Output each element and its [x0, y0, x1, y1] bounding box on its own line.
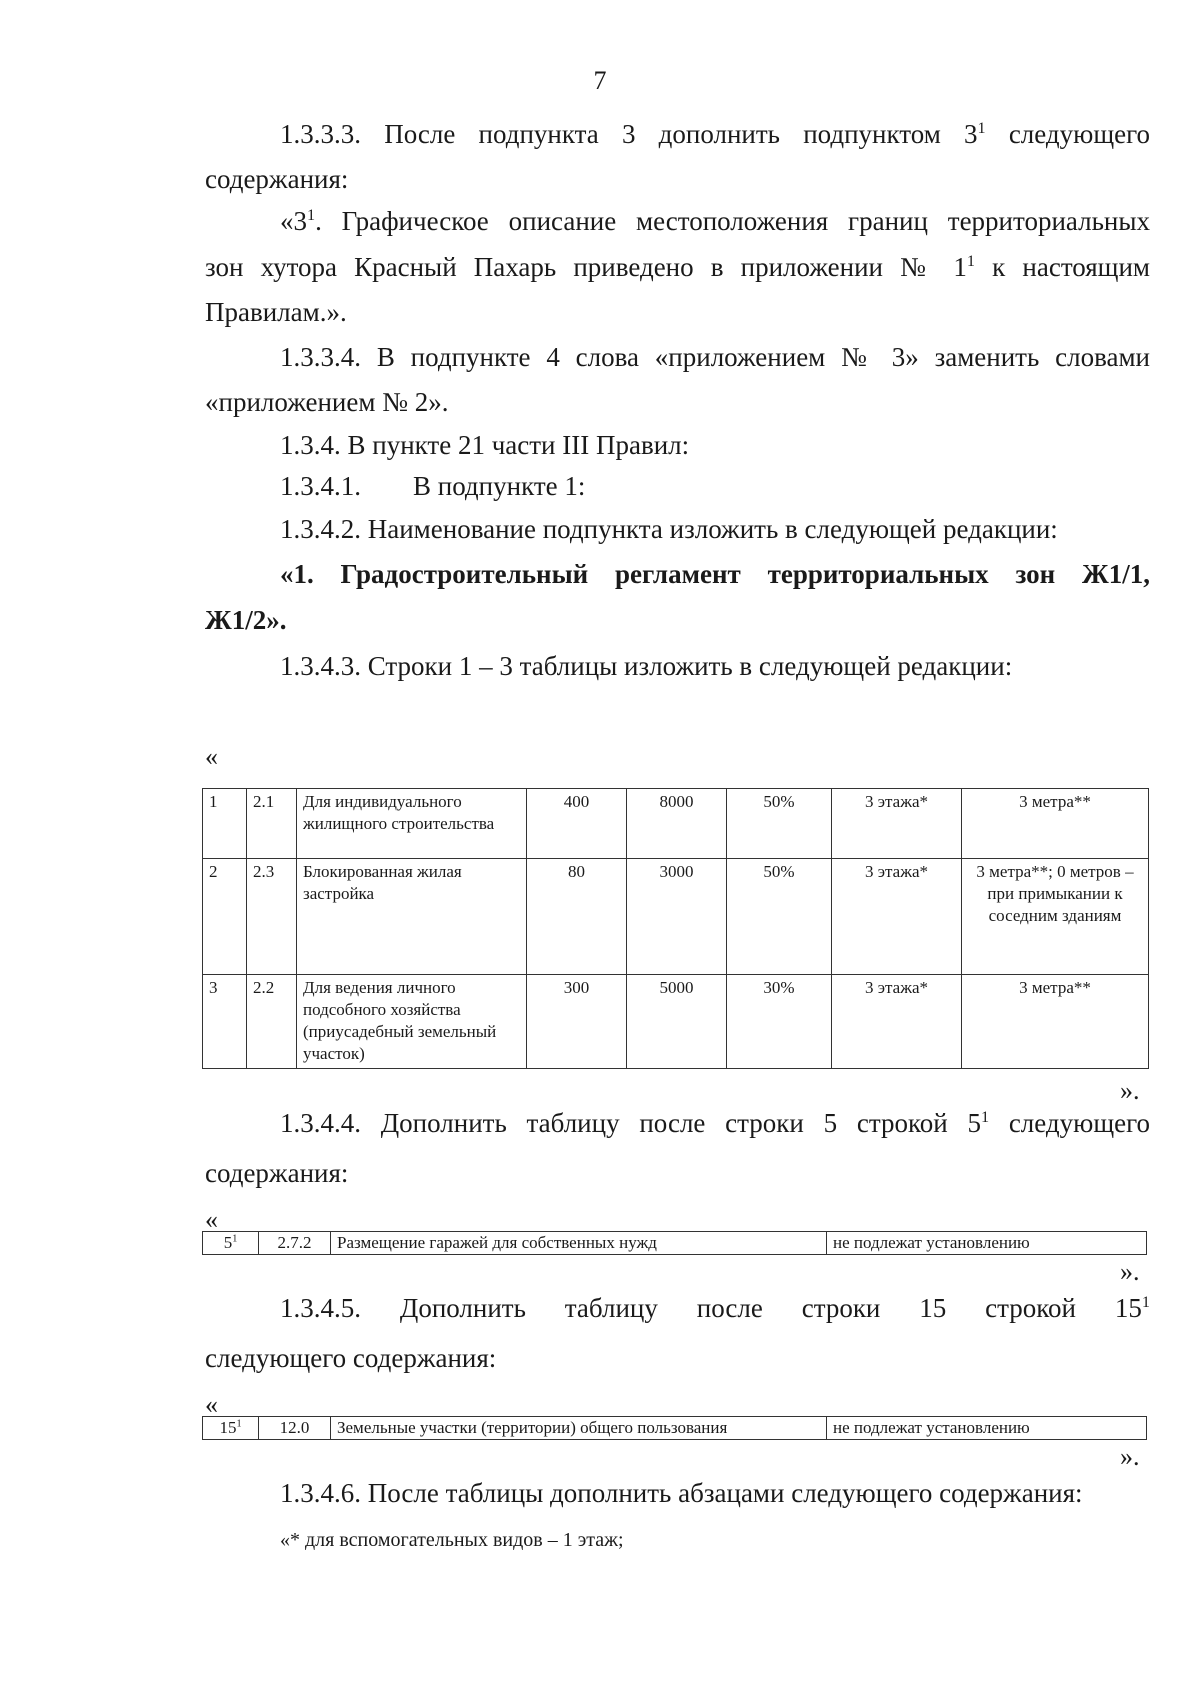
- paragraph-1-3-3-4: 1.3.3.4. В подпункте 4 слова «приложением № 3» заменить словами: [280, 342, 1150, 372]
- setback: 3 метра**; 0 метров – при примыкании к соседним зданиям: [962, 859, 1149, 975]
- bold-heading-line2: Ж1/2».: [205, 605, 287, 635]
- open-quote: «: [205, 1205, 218, 1234]
- quote-3-1-line3: Правилам.».: [205, 297, 347, 327]
- bold-heading-line1: «1. Градостроительный регламент территориальных зон Ж1/1,: [280, 559, 1150, 589]
- value: не подлежат установлению: [827, 1232, 1147, 1255]
- table-row: [203, 1417, 1147, 1440]
- page-number: 7: [593, 66, 607, 95]
- paragraph-1-3-4-3: 1.3.4.3. Строки 1 – 3 таблицы изложить в следующей редакции:: [280, 651, 1013, 681]
- quote-3-1-line1: «$3^1$. Графическое описание местоположения границ территориальных: [280, 206, 1150, 236]
- use-name: Для индивидуального жилищного строительства: [297, 789, 527, 859]
- coverage: 50%: [727, 789, 832, 859]
- row-15-1-table: [202, 1416, 1147, 1440]
- paragraph-1-3-4-6: 1.3.4.6. После таблицы дополнить абзацами следующего содержания:: [280, 1478, 1083, 1508]
- row-number: 3: [203, 975, 247, 1069]
- paragraph-1-3-4: 1.3.4. В пункте 21 части III Правил:: [280, 430, 690, 460]
- open-quote: «: [205, 742, 218, 771]
- quote-3-1-line2: зон хутора Красный Пахарь приведено в приложении № $1^1$ к настоящим: [205, 252, 1150, 282]
- row-number: $15^1$: [203, 1417, 259, 1440]
- min-area: 80: [527, 859, 627, 975]
- row-number: 2: [203, 859, 247, 975]
- close-quote: ».: [1120, 1076, 1140, 1105]
- min-area: 400: [527, 789, 627, 859]
- paragraph-1-3-4-4-cont: содержания:: [205, 1158, 349, 1188]
- floors: 3 этажа*: [832, 789, 962, 859]
- paragraph-1-3-4-4: 1.3.4.4. Дополнить таблицу после строки 5 строкой $5^1$ следующего: [280, 1108, 1150, 1138]
- floors: 3 этажа*: [832, 975, 962, 1069]
- use-name: Размещение гаражей для собственных нужд: [331, 1232, 827, 1255]
- max-area: 5000: [627, 975, 727, 1069]
- coverage: 30%: [727, 975, 832, 1069]
- row-number: $5^1$: [203, 1232, 259, 1255]
- floors: 3 этажа*: [832, 859, 962, 975]
- max-area: 3000: [627, 859, 727, 975]
- use-name: Для ведения личного подсобного хозяйства (приусадебный земельный участок): [297, 975, 527, 1069]
- close-quote: ».: [1120, 1442, 1140, 1471]
- open-quote: «: [205, 1390, 218, 1419]
- use-name: Блокированная жилая застройка: [297, 859, 527, 975]
- use-code: 2.7.2: [259, 1232, 331, 1255]
- min-area: 300: [527, 975, 627, 1069]
- table-row: [203, 789, 1149, 859]
- use-code: 2.3: [247, 859, 297, 975]
- regulation-table: [202, 788, 1149, 1069]
- table-row: [203, 859, 1149, 975]
- use-code: 2.1: [247, 789, 297, 859]
- row-5-1-table: [202, 1231, 1147, 1255]
- use-code: 12.0: [259, 1417, 331, 1440]
- setback: 3 метра**: [962, 789, 1149, 859]
- use-name: Земельные участки (территории) общего пользования: [331, 1417, 827, 1440]
- paragraph-1-3-4-1: 1.3.4.1. В подпункте 1:: [280, 471, 586, 501]
- table-row: [203, 975, 1149, 1069]
- paragraph-1-3-4-5: 1.3.4.5. Дополнить таблицу после строки 15 строкой $15^1$: [280, 1293, 1150, 1323]
- row-number: 1: [203, 789, 247, 859]
- use-code: 2.2: [247, 975, 297, 1069]
- close-quote: ».: [1120, 1257, 1140, 1286]
- paragraph-1-3-3-3: 1.3.3.3. После подпункта 3 дополнить подпунктом $3^1$ следующего: [280, 119, 1150, 149]
- table-row: [203, 1232, 1147, 1255]
- paragraph-1-3-4-2: 1.3.4.2. Наименование подпункта изложить в следующей редакции:: [280, 514, 1058, 544]
- max-area: 8000: [627, 789, 727, 859]
- paragraph-1-3-3-4-cont: «приложением № 2».: [205, 387, 449, 417]
- setback: 3 метра**: [962, 975, 1149, 1069]
- paragraph-1-3-4-5-cont: следующего содержания:: [205, 1343, 497, 1373]
- value: не подлежат установлению: [827, 1417, 1147, 1440]
- coverage: 50%: [727, 859, 832, 975]
- paragraph-1-3-3-3-cont: содержания:: [205, 164, 349, 194]
- footnote-line: «* для вспомогательных видов – 1 этаж;: [280, 1529, 624, 1551]
